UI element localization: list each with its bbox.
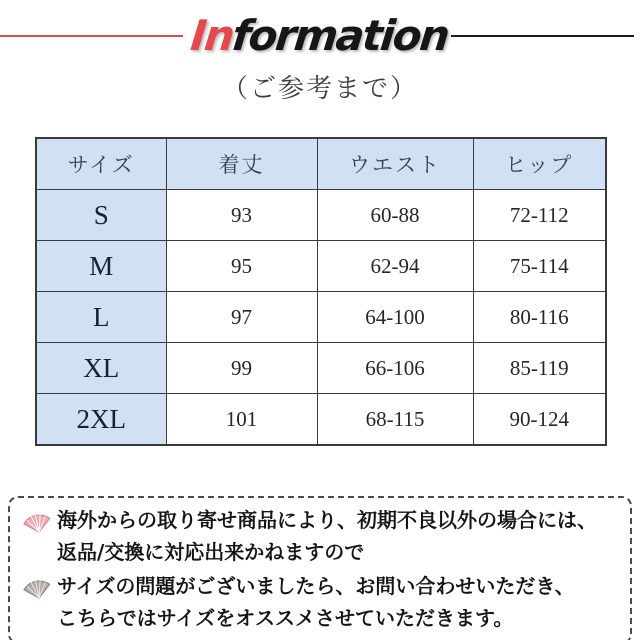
note-text (57, 570, 575, 634)
note-line: こちらではサイズをオススメさせていただきます。 (57, 606, 514, 630)
col-header-hip: ヒップ (473, 138, 606, 190)
fan-icon-pink (19, 504, 55, 540)
waist-cell: 68-115 (317, 394, 473, 446)
length-cell: 95 (166, 241, 317, 292)
title-accent: In (188, 11, 235, 60)
col-header-length: 着丈 (166, 138, 317, 190)
length-cell: 97 (166, 292, 317, 343)
table-row (36, 241, 606, 292)
table-row (36, 343, 606, 394)
size-table-wrapper (35, 137, 605, 446)
length-cell: 101 (166, 394, 317, 446)
col-header-size: サイズ (36, 138, 166, 190)
hip-cell: 75-114 (473, 241, 606, 292)
page-title (188, 11, 450, 60)
size-cell: M (36, 241, 166, 292)
note-line: 海外からの取り寄せ商品により、初期不良以外の場合には、 (57, 508, 597, 532)
size-cell: XL (36, 343, 166, 394)
note-line: サイズの問題がございましたら、お問い合わせいただき、 (57, 574, 575, 598)
page-subtitle: （ご参考まで） (221, 74, 418, 103)
length-cell: 93 (166, 190, 317, 241)
hip-cell: 90-124 (473, 394, 606, 446)
fan-icon-gray (19, 570, 55, 606)
waist-cell: 64-100 (317, 292, 473, 343)
waist-cell: 60-88 (317, 190, 473, 241)
info-header (0, 12, 640, 60)
hip-cell: 85-119 (473, 343, 606, 394)
size-cell: 2XL (36, 394, 166, 446)
size-table (35, 137, 607, 446)
table-row (36, 190, 606, 241)
waist-cell: 62-94 (317, 241, 473, 292)
waist-cell: 66-106 (317, 343, 473, 394)
length-cell: 99 (166, 343, 317, 394)
size-cell: L (36, 292, 166, 343)
note-line: 返品/交換に対応出来かねますので (57, 540, 365, 564)
title-rest: formation (229, 11, 450, 60)
size-cell: S (36, 190, 166, 241)
table-header-row (36, 138, 606, 190)
col-header-waist: ウエスト (317, 138, 473, 190)
header-rule-left (0, 35, 183, 37)
hip-cell: 72-112 (473, 190, 606, 241)
table-row (36, 394, 606, 446)
note-text (57, 504, 597, 568)
page-root (0, 12, 640, 640)
header-rule-right (451, 35, 634, 37)
hip-cell: 80-116 (473, 292, 606, 343)
notes-box (8, 496, 632, 640)
note-item (22, 570, 620, 634)
note-item (22, 504, 620, 568)
table-row (36, 292, 606, 343)
